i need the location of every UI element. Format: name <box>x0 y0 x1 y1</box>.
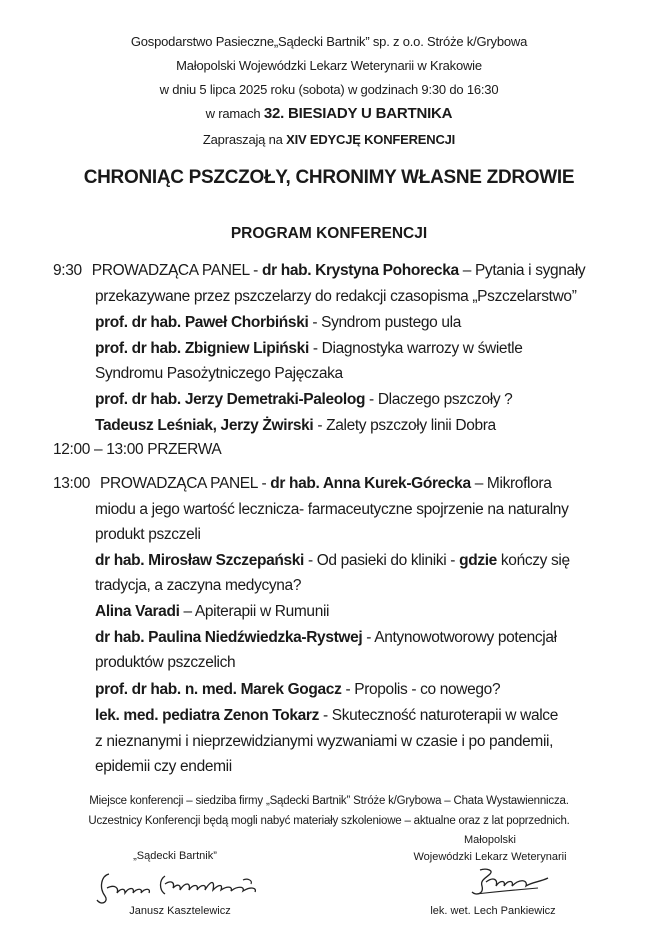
venue-note: Miejsce konferencji – siedziba firmy „Sądecki Bartnik” Stróże k/Grybowa – Chata Wystawiennicza. <box>89 795 569 807</box>
session2-chair-topic-cont: produkt pszczeli <box>95 526 201 543</box>
talk-item <box>95 339 640 359</box>
session1-time: 9:30 <box>53 262 82 279</box>
talk-speaker: dr hab. Paulina Niedźwiedzka-Rystwej <box>95 629 363 646</box>
talk-topic: - Diagnostyka warrozy w świetle <box>308 340 523 357</box>
chair-topic: – Mikroflora <box>474 475 552 492</box>
left-signatory-org: „Sądecki Bartnik” <box>133 850 217 862</box>
left-signatory-name: Janusz Kasztelewicz <box>129 905 231 917</box>
chair-name: dr hab. Krystyna Pohorecka <box>261 262 459 279</box>
header-coorganizer: Małopolski Wojewódzki Lekarz Weterynarii w Krakowie <box>176 58 482 73</box>
edition-name: XIV EDYCJĘ KONFERENCJI <box>286 132 456 147</box>
talk-speaker: prof. dr hab. n. med. Marek Gogacz <box>95 681 342 698</box>
talk-topic: - Propolis - co nowego? <box>341 681 501 698</box>
session2-chair-topic-cont: miodu a jego wartość lecznicza- farmaceutyczne spojrzenie na naturalny <box>95 501 569 518</box>
session1-chair <box>53 261 598 281</box>
break-line: 12:00 – 13:00 PRZERWA <box>53 441 222 458</box>
talk-speaker: prof. dr hab. Jerzy Demetraki-Paleolog <box>95 391 366 408</box>
materials-note: Uczestnicy Konferencji będą mogli nabyć materiały szkoleniowe – aktualne oraz z lat poprzednich. <box>88 815 570 827</box>
event-name: 32. BIESIADY U BARTNIKA <box>263 105 453 122</box>
talk-speaker: prof. dr hab. Zbigniew Lipiński <box>95 340 309 357</box>
talk-item <box>95 628 640 648</box>
session2-time: 13:00 <box>53 475 91 492</box>
right-signatory-org-1: Małopolski <box>464 834 516 846</box>
chair-label: PROWADZĄCA PANEL - <box>91 262 258 279</box>
header-event <box>0 106 658 122</box>
talk-speaker: Tadeusz Leśniak, Jerzy Żwirski <box>95 417 314 434</box>
talk-topic: - Dlaczego pszczoły ? <box>365 391 513 408</box>
header-organizer: Gospodarstwo Pasieczne„Sądecki Bartnik” sp. z o.o. Stróże k/Grybowa <box>130 34 528 49</box>
talk-item <box>95 390 640 410</box>
talk-topic: - Syndrom pustego ula <box>308 314 461 331</box>
talk-item <box>95 680 640 700</box>
talk-topic: - Skuteczność naturoterapii w walce <box>319 707 558 724</box>
talk-speaker: lek. med. pediatra Zenon Tokarz <box>95 707 320 724</box>
talk-topic: kończy się <box>496 552 570 569</box>
event-prefix: w ramach <box>205 106 261 121</box>
session1-chair-topic-cont: przekazywane przez pszczelarzy do redakcji czasopisma „Pszczelarstwo” <box>95 288 577 305</box>
chair-topic: – Pytania i sygnały <box>462 262 586 279</box>
talk-topic-bold: gdzie <box>455 552 497 569</box>
right-signatory-org-2: Wojewódzki Lekarz Weterynarii <box>413 851 567 863</box>
talk-speaker: dr hab. Mirosław Szczepański <box>95 552 304 569</box>
talk-item <box>95 551 640 571</box>
header-edition <box>0 132 658 148</box>
right-signature <box>468 864 558 902</box>
chair-name: dr hab. Anna Kurek-Górecka <box>270 475 471 492</box>
talk-topic: - Zalety pszczoły linii Dobra <box>313 417 496 434</box>
talk-item <box>95 706 640 726</box>
talk-topic: – Apiterapii w Rumunii <box>179 603 330 620</box>
talk-topic: - Od pasieki do kliniki - <box>304 552 456 569</box>
header-date: w dniu 5 lipca 2025 roku (sobota) w godzinach 9:30 do 16:30 <box>159 82 499 97</box>
talk-topic-cont: tradycja, a zaczyna medycyna? <box>95 577 302 594</box>
conference-title: CHRONIĄC PSZCZOŁY, CHRONIMY WŁASNE ZDROWIE <box>83 167 575 188</box>
talk-speaker: prof. dr hab. Paweł Chorbiński <box>95 314 309 331</box>
right-signatory-name: lek. wet. Lech Pankiewicz <box>430 905 556 917</box>
talk-speaker: Alina Varadi <box>95 603 180 620</box>
session2-chair <box>53 474 598 494</box>
talk-topic-cont: epidemii czy endemii <box>95 758 232 775</box>
talk-item <box>95 416 640 436</box>
program-title: PROGRAM KONFERENCJI <box>230 225 428 242</box>
edition-prefix: Zapraszają na <box>202 132 283 147</box>
talk-topic-cont: z nieznanymi i nieprzewidzianymi wyzwaniami w czasie i po pandemii, <box>95 733 554 750</box>
chair-label: PROWADZĄCA PANEL - <box>100 475 267 492</box>
talk-topic-cont: Syndromu Pasożytniczego Pajęczaka <box>95 365 343 382</box>
talk-item <box>95 602 640 622</box>
talk-item <box>95 313 640 333</box>
talk-topic-cont: produktów pszczelich <box>95 654 236 671</box>
talk-topic: - Antynowotworowy potencjał <box>362 629 557 646</box>
left-signature <box>95 866 270 908</box>
